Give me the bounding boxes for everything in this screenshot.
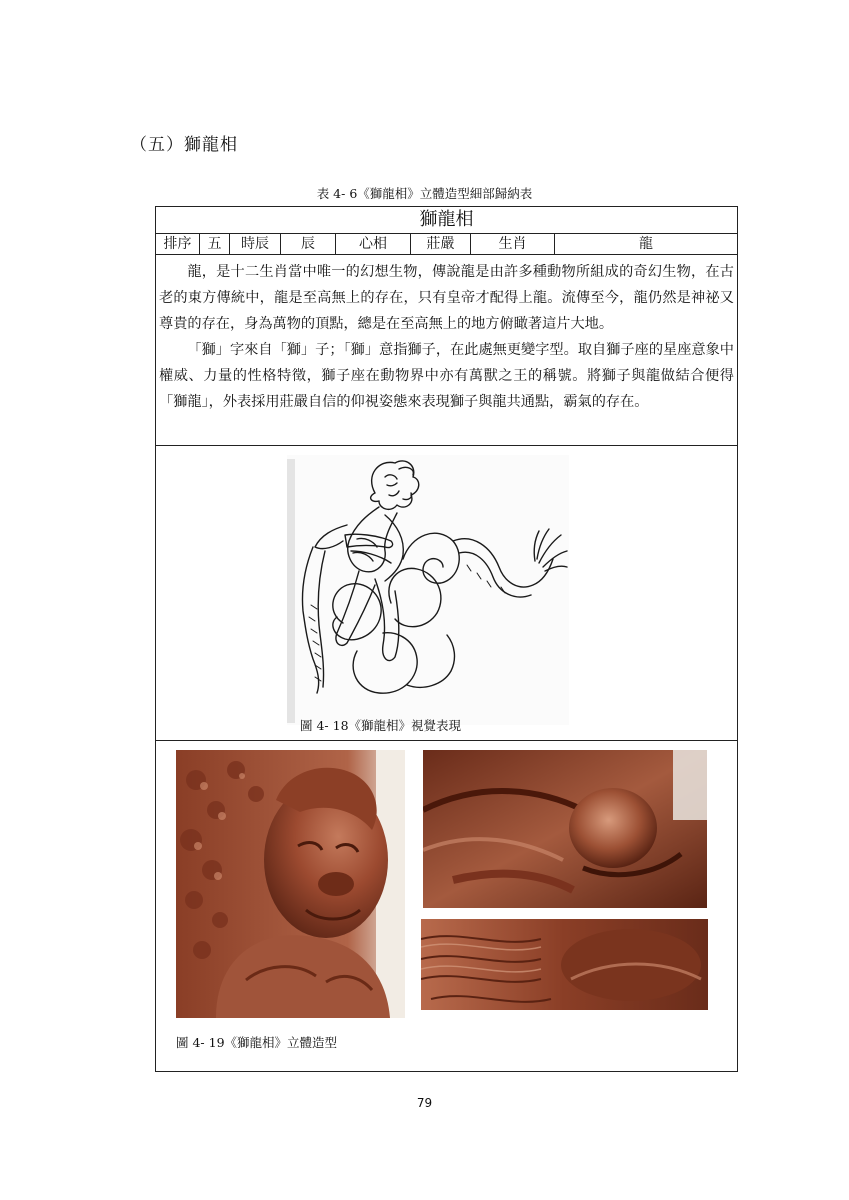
photo-figure-caption: 圖 4- 19《獅龍相》立體造型 bbox=[176, 1035, 338, 1050]
photo-figure-cell bbox=[156, 742, 737, 1071]
meta-label-hour: 時辰 bbox=[230, 234, 281, 254]
table-caption: 表 4- 6《獅龍相》立體造型細部歸納表 bbox=[316, 186, 533, 201]
sketch-figure-caption: 圖 4- 18《獅龍相》視覺表現 bbox=[300, 718, 462, 733]
page-number: 79 bbox=[416, 1096, 433, 1110]
table-title: 獅龍相 bbox=[156, 207, 737, 234]
sculpture-photo-texture-detail bbox=[421, 919, 708, 1010]
meta-value-order: 五 bbox=[200, 234, 230, 254]
lion-dragon-sketch-image bbox=[287, 455, 569, 725]
meta-value-hour: 辰 bbox=[281, 234, 336, 254]
sketch-figure-cell bbox=[156, 447, 737, 741]
section-heading: （五）獅龍相 bbox=[130, 135, 238, 155]
meta-label-order: 排序 bbox=[156, 234, 200, 254]
meta-row bbox=[156, 234, 737, 255]
meta-label-zodiac: 生肖 bbox=[471, 234, 555, 254]
description-paragraph: 龍，是十二生肖當中唯一的幻想生物，傳說龍是由許多種動物所組成的奇幻生物，在古老的東方傳統中，龍是至高無上的存在，只有皇帝才配得上龍。流傳至今，龍仍然是神祕又尊貴的存在，身為萬物的頂點，總是在至高無上的地方俯瞰著這片大地。 bbox=[159, 264, 734, 332]
summary-table bbox=[155, 206, 738, 1072]
meta-label-mind: 心相 bbox=[336, 234, 411, 254]
meta-value-mind: 莊嚴 bbox=[411, 234, 471, 254]
sculpture-photo-bust bbox=[176, 750, 405, 1018]
description-paragraph: 「獅」字來自「獅」子；「獅」意指獅子，在此處無更變字型。取自獅子座的星座意象中權威、力量的性格特徵，獅子座在動物界中亦有萬獸之王的稱號。將獅子與龍做結合便得「獅龍」，外表採用莊嚴自信的仰視姿態來表現獅子與龍共通點，霸氣的存在。 bbox=[159, 342, 734, 410]
meta-value-zodiac: 龍 bbox=[639, 236, 653, 252]
description-cell bbox=[156, 255, 737, 446]
sculpture-photo-eye-detail bbox=[423, 750, 707, 908]
